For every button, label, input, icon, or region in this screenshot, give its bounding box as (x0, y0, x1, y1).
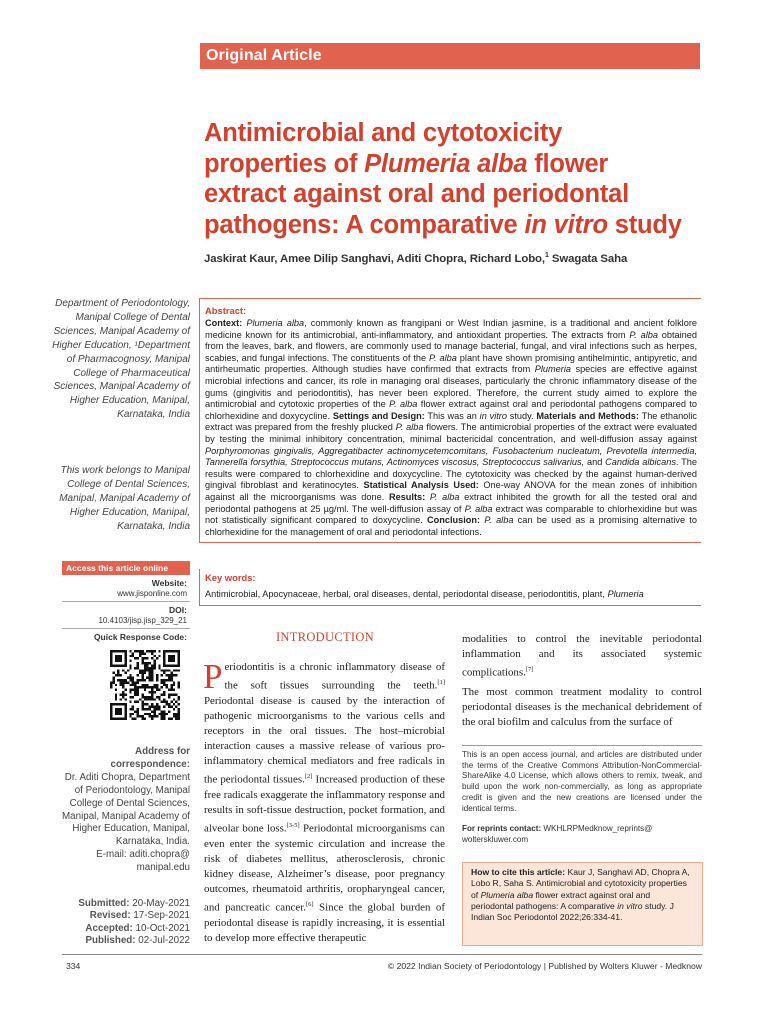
qr-code-icon[interactable] (110, 650, 180, 720)
page-number: 334 (66, 961, 81, 971)
reprints-contact: For reprints contact: WKHLRPMedknow_reprints@ wolterskluwer.com (462, 824, 653, 844)
keywords-box (199, 569, 701, 606)
correspondence-email[interactable]: aditi.chopra@ manipal.edu (129, 849, 190, 874)
correspondence-address: Address for correspondence: Dr. Aditi Chopra, Department of Periodontology, Manipal College of Dental Sciences, Manipal, Manipal Academy of Higher Education, Manipal, Karnataka, India. E-mail: aditi.chopra@ manipal.edu (62, 746, 190, 874)
keywords-heading: Key words: (205, 572, 256, 583)
abstract-heading: Abstract: (205, 305, 247, 316)
doi-row: DOI: 10.4103/jisp.jisp_329_21 (62, 602, 190, 629)
doi-link[interactable]: 10.4103/jisp.jisp_329_21 (98, 615, 187, 625)
footer-divider (62, 954, 702, 955)
access-header: Access this article online (62, 561, 190, 575)
work-attribution: This work belongs to Manipal College of Dental Sciences, Manipal, Manipal Academy of Higher Education, Manipal, Karnataka, India (59, 465, 190, 532)
access-online-box (62, 561, 190, 725)
article-title: Antimicrobial and cytotoxicity properties of Plumeria alba flower extract against oral and periodontal pathogens: A comparative in vitro study (204, 119, 682, 239)
abstract-box (199, 298, 701, 543)
article-dates: Submitted: 20-May-2021 Revised: 17-Sep-2021 Accepted: 10-Oct-2021 Published: 02-Jul-2022 (78, 898, 190, 947)
reprints-email[interactable]: WKHLRPMedknow_reprints@ wolterskluwer.com (462, 824, 653, 844)
drop-cap: P (203, 657, 223, 696)
footer-copyright: © 2022 Indian Society of Periodontology | Published by Wolters Kluwer - Medknow (387, 961, 702, 971)
website-link[interactable]: www.jisponline.com (117, 588, 187, 598)
author-list: Jaskirat Kaur, Amee Dilip Sanghavi, Aditi Chopra, Richard Lobo,$^1$ Swagata Saha (204, 252, 628, 265)
website-row: Website: www.jisponline.com (62, 575, 190, 602)
body-column-right-para2: The most common treatment modality to control periodontal diseases is the mechanical debridement of the oral biofilm and calculus from the surface of (462, 686, 702, 729)
body-column-right-para1: modalities to control the inevitable periodontal inflammation and its associated systemic complications.[7] (462, 633, 702, 679)
abstract-text: Context: Plumeria alba, commonly known as frangipani or West Indian jasmine, is a traditional and ancient folklore medicine known for its antimicrobial, anti-inflammatory, and antioxidant properties. The extracts from P. alba obtained from the leaves, bark, and flowers, are commonly used to manage bacterial, fungal, and viral infections such as herpes, scabies, and fungal infections. The constituents of the P. alba plant have shown promising antihelmintic, antipyretic, and antirheumatic properties. Although studies have confirmed that extracts from Plumeria species are effective against microbial infections and cancer, its role in managing oral diseases, particularly the chronic inflammatory disease of the gums (gingivitis and periodontitis), has never been explored. Therefore, the current study aimed to explore the antimicrobial and cytotoxic properties of the P. alba flower extract against oral and periodontal pathogens compared to chlorhexidine and doxycycline. Settings and Design: This was an in vitro study. Materials and Methods: The ethanolic extract was prepared from the freshly plucked P. alba flowers. The antimicrobial properties of the extract were evaluated by testing the minimal inhibitory concentration, minimal bactericidal concentration, and well-diffusion assay against Porphyromonas gingivalis, Aggregatibacter actinomycetemcomitans, Fusobacterium nucleatum, Prevotella intermedia, Tannerella forsythia, Streptococcus mutans, Actinomyces viscosus, Streptococcus salivarius, and Candida albicans. The results were compared to chlorhexidine and doxycycline. The cytotoxicity was checked by the against human-derived gingival fibroblast and keratinocytes. Statistical Analysis Used: One-way ANOVA for the mean zones of inhibition against all the microorganisms was done. Results: P. alba extract inhibited the growth for all the tested oral and periodontal pathogens at 25 µg/ml. The well-diffusion assay of P. alba extract was comparable to chlorhexidine but was not statistically significant compared to doxycycline. Conclusion: P. alba can be used as a promising alternative to chlorhexidine for the management of oral and periodontal infections. (205, 318, 698, 537)
banner-label: Original Article (206, 47, 322, 64)
how-to-cite-box: How to cite this article: Kaur J, Sanghavi AD, Chopra A, Lobo R, Saha S. Antimicrobial and cytotoxicity properties of Plumeria alba flower extract against oral and periodontal pathogens: A comparative in vitro study. J Indian Soc Periodontol 2022;26:334-41. (462, 862, 703, 946)
body-column-left: Periodontitis is a chronic inflammatory disease of the soft tissues surrounding the teeth.[1] Periodontal disease is caused by the interaction of pathogenic microorganisms to the various cells and receptors in the oral tissues. The host–microbial interaction causes a massive release of various pro-inflammatory chemical mediators and free radicals in the periodontal tissues.[2] Increased production of these free radicals exaggerate the inflammatory response and results in soft-tissue destruction, pocket formation, and alveolar bone loss.[3-5] Periodontal microorganisms can even enter the systemic circulation and increase the risk of diabetes mellitus, atherosclerosis, chronic kidney disease, Alzheimer’s disease, poor pregnancy outcomes, rheumatoid arthritis, oropharyngeal cancer, and pancreatic cancer.[6] Since the global burden of periodontal disease is rapidly increasing, it is essential to develop more effective therapeutic (203, 657, 446, 945)
section-heading-introduction: INTRODUCTION (275, 630, 375, 644)
divider (462, 745, 702, 746)
qr-label: Quick Response Code: (93, 632, 187, 642)
article-type-banner (200, 43, 700, 69)
keywords-text: Antimicrobial, Apocynaceae, herbal, oral diseases, dental, periodontal disease, periodontitis, plant, Plumeria (205, 589, 644, 599)
open-access-notice: This is an open access journal, and articles are distributed under the terms of the Creative Commons Attribution-NonCommercial-ShareAlike 4.0 License, which allows others to remix, tweak, and build upon the work non-commercially, as long as appropriate credit is given and the new creations are licensed under the identical terms. (462, 750, 702, 813)
affiliation: Department of Periodontology, Manipal College of Dental Sciences, Manipal Academy of Higher Education, ¹Department of Pharmacognosy, Manipal College of Pharmaceutical Sciences, Manipal Academy of Higher Education, Manipal, Karnataka, India (52, 298, 190, 421)
